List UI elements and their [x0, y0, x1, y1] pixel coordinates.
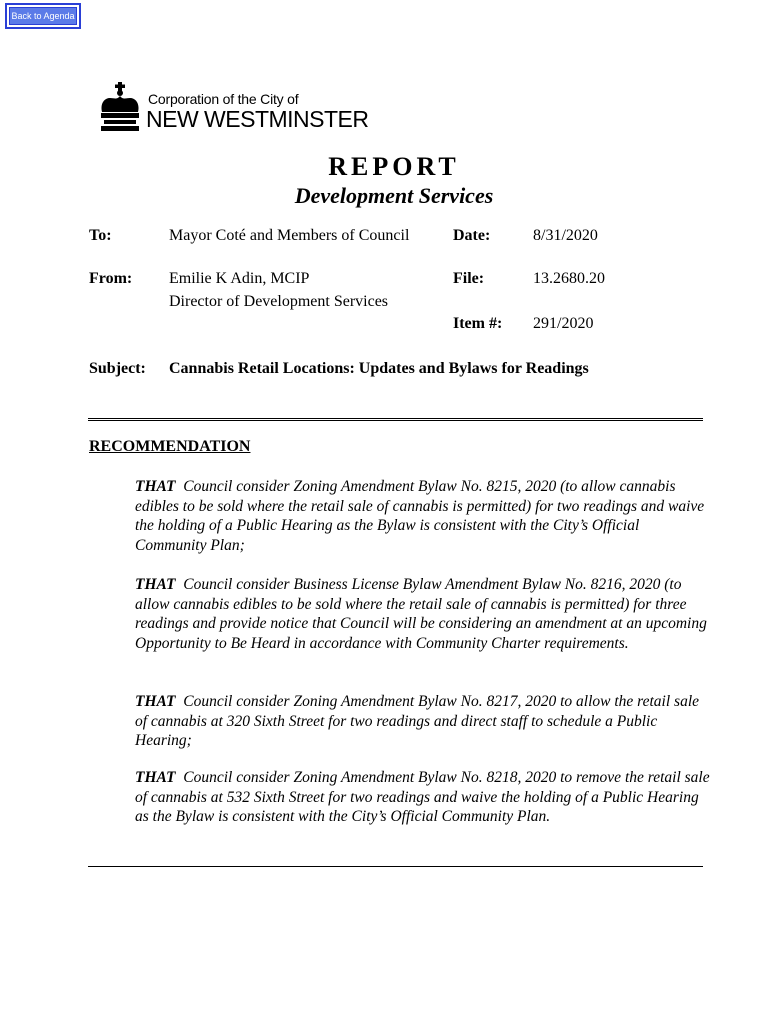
recommendation-lead: THAT [135, 769, 176, 786]
logo-corporation-text: Corporation of the City of [148, 91, 299, 107]
recommendation-item [135, 768, 710, 827]
recommendation-item [135, 575, 710, 653]
subject-label: Subject: [89, 360, 146, 377]
file-value: 13.2680.20 [533, 270, 605, 287]
report-title: REPORT [328, 152, 460, 181]
back-to-agenda-button[interactable] [5, 3, 81, 29]
recommendation-text: Council consider Zoning Amendment Bylaw No. 8215, 2020 (to allow cannabis edibles to be sold where the retail sale of cannabis is permitted) for two readings and waive the holding of a Public Hearing as the Bylaw is consistent with the City’s Official Community Plan; [135, 478, 705, 554]
recommendation-lead: THAT [135, 576, 176, 593]
item-label: Item #: [453, 315, 503, 332]
crown-icon [98, 82, 142, 132]
recommendation-lead: THAT [135, 693, 176, 710]
date-label: Date: [453, 227, 491, 244]
date-value: 8/31/2020 [533, 227, 598, 244]
recommendation-text: Council consider Zoning Amendment Bylaw No. 8217, 2020 to allow the retail sale of cannabis at 320 Sixth Street for two readings and direct staff to schedule a Public Hearing; [135, 693, 700, 750]
back-to-agenda-label: Back to Agenda [9, 7, 77, 25]
recommendation-item [135, 477, 710, 555]
recommendation-item [135, 692, 710, 751]
department-title: Development Services [294, 183, 494, 208]
city-logo [98, 82, 398, 134]
header-divider [88, 418, 703, 421]
recommendation-text: Council consider Business License Bylaw Amendment Bylaw No. 8216, 2020 (to allow cannabis edibles to be sold where the retail sale of cannabis is permitted) for three readings and provide notice that Council will be considering an amendment at an upcoming Opportunity to Be Heard in accordance with Community Charter requirements. [135, 576, 707, 652]
recommendation-lead: THAT [135, 478, 176, 495]
from-name: Emilie K Adin, MCIP [169, 270, 310, 287]
to-value: Mayor Coté and Members of Council [169, 227, 410, 244]
file-label: File: [453, 270, 485, 287]
subject-value: Cannabis Retail Locations: Updates and Bylaws for Readings [169, 360, 589, 377]
recommendation-heading: RECOMMENDATION [89, 438, 251, 455]
from-title: Director of Development Services [169, 293, 389, 310]
item-value: 291/2020 [533, 315, 594, 332]
recommendation-text: Council consider Zoning Amendment Bylaw No. 8218, 2020 to remove the retail sale of cannabis at 532 Sixth Street for two readings and waive the holding of a Public Hearing as the Bylaw is consistent with the City’s Official Community Plan. [135, 769, 710, 826]
logo-city-name: NEW WESTMINSTER [146, 106, 369, 132]
to-label: To: [89, 227, 112, 244]
footer-divider [88, 866, 703, 867]
from-label: From: [89, 270, 133, 287]
